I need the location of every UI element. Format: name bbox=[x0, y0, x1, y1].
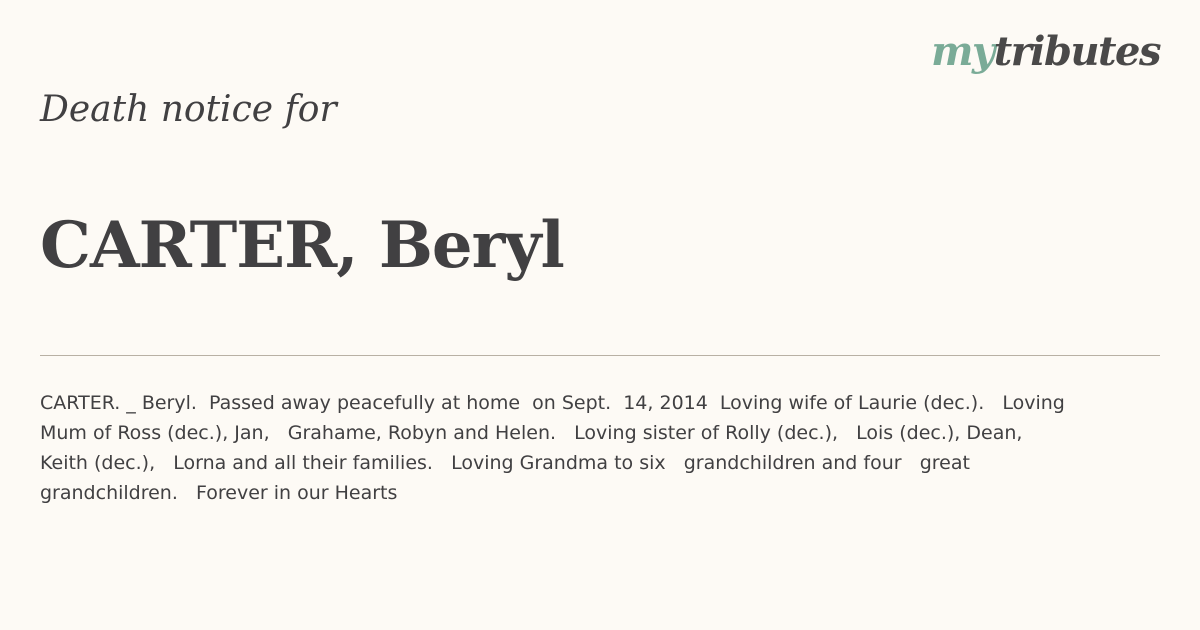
notice-line: grandchildren. Forever in our Hearts bbox=[40, 482, 398, 504]
logo-prefix: my bbox=[931, 28, 994, 75]
mytributes-logo[interactable] bbox=[931, 28, 1160, 75]
section-divider bbox=[40, 355, 1160, 356]
deceased-name: CARTER, Beryl bbox=[40, 208, 564, 283]
notice-subtitle: Death notice for bbox=[40, 89, 337, 130]
logo-suffix: tributes bbox=[993, 28, 1160, 75]
notice-line: Mum of Ross (dec.), Jan, Grahame, Robyn and Helen. Loving sister of Rolly (dec.), Lois (dec.), Dean, bbox=[40, 422, 1023, 444]
notice-line: Keith (dec.), Lorna and all their families. Loving Grandma to six grandchildren and four great bbox=[40, 452, 970, 474]
notice-text bbox=[40, 388, 1100, 508]
notice-line: CARTER. _ Beryl. Passed away peacefully at home on Sept. 14, 2014 Loving wife of Laurie (dec.). Loving bbox=[40, 392, 1065, 414]
